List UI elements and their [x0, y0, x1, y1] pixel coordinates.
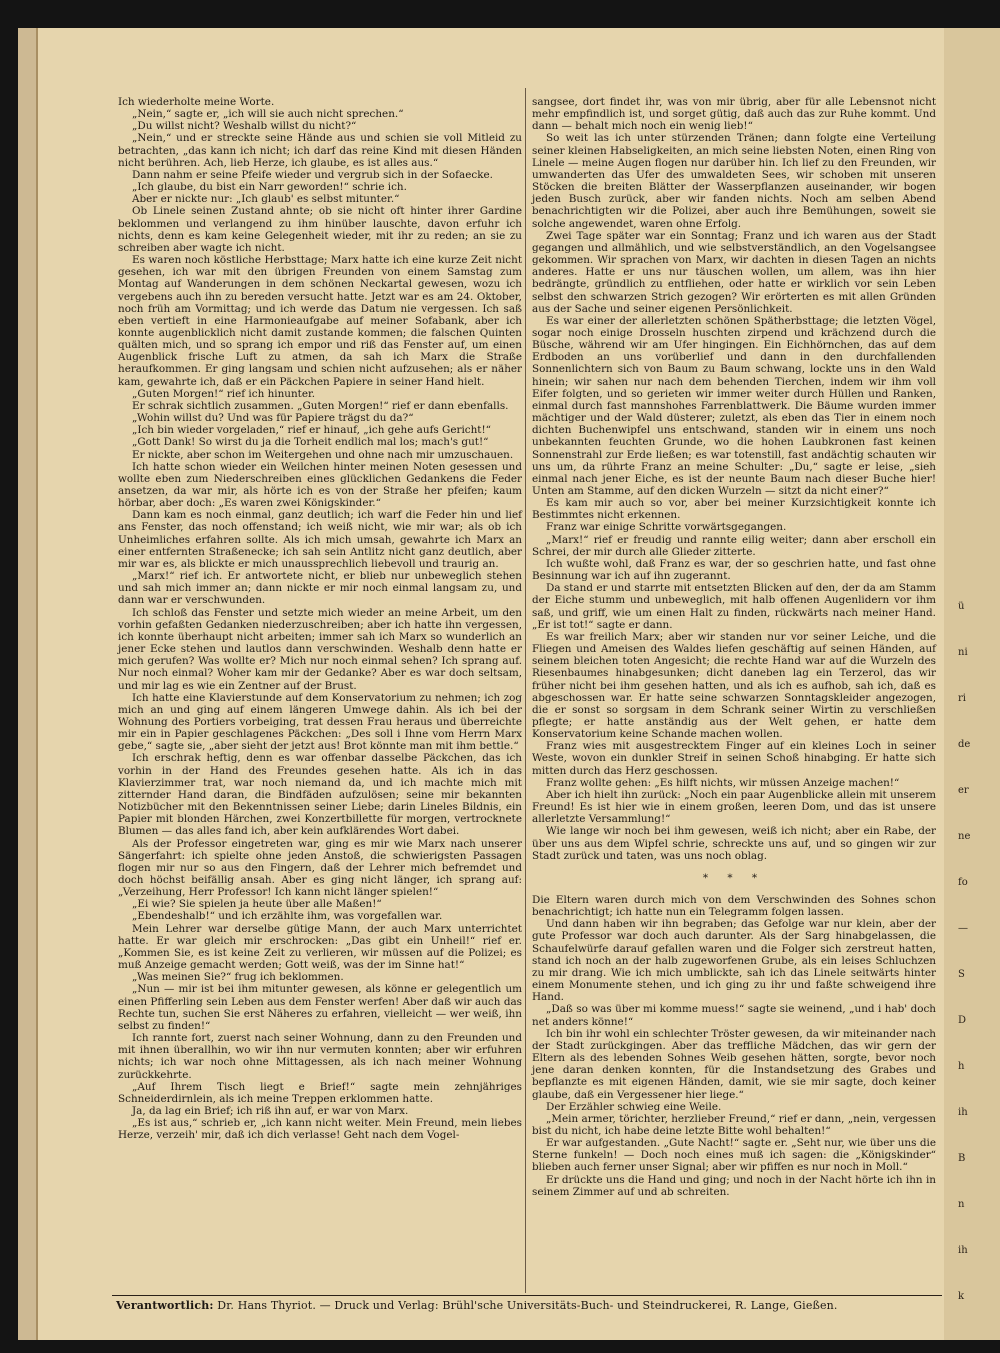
paragraph: „Marx!“ rief ich. Er antwortete nicht, er blieb nur unbeweglich stehen und sah mich immer an; dann nickte er mir noch einmal langsam zu, und dann war er verschwunden.: [118, 570, 522, 607]
paragraph: Ich schloß das Fenster und setzte mich wieder an meine Arbeit, um den vorhin gefaßten Gedanken niederzuschreiben; aber ich hatte ihn vergessen, ich konnte überhaupt nicht arbeiten; immer sah ich Marx so wunderlich an jener Ecke stehen und lautlos dann verschwinden. Weshalb denn hatte er mich gerufen? Was wollte er? Mich nur noch einmal sehen? Ich sprang auf. Nur noch einmal? Woher kam mir der Gedanke? Aber es war doch seltsam, und mir lag es wie ein Zentner auf der Brust.: [118, 606, 522, 692]
edge-fragment: ri: [958, 693, 966, 704]
paragraph: Wie lange wir noch bei ihm gewesen, weiß ich nicht; aber ein Rabe, der über uns aus dem Wipfel schrie, schreckte uns auf, und so gingen wir zur Stadt zurück und taten, was uns noch oblag.: [532, 825, 936, 862]
paragraph: „Ei wie? Sie spielen ja heute über alle Maßen!“: [132, 898, 382, 911]
paragraph: Ich rannte fort, zuerst nach seiner Wohnung, dann zu den Freunden und mit ihnen überallhin, wo wir ihn nur vermuten konnten; aber wir erfuhren nichts; ich war noch ohne Mittagessen, als ich nach meiner Wohnung zurückkehrte.: [118, 1032, 522, 1081]
adjacent-page-edge: [944, 28, 1000, 1340]
paragraph: Er war aufgestanden. „Gute Nacht!“ sagte er. „Seht nur, wie über uns die Sterne funkeln! — Doch noch eines muß ich sagen: die „Königskinder“ blieben auch ferner unser Signal; aber wir pfiffen es nur noch in Moll.“: [532, 1137, 936, 1174]
paragraph: Ich wußte wohl, daß Franz es war, der so geschrien hatte, und fast ohne Besinnung war ich auf ihn zugerannt.: [532, 557, 936, 583]
paragraph: „Es ist aus,“ schrieb er, „ich kann nicht weiter. Mein Freund, mein liebes Herze, verzeih' mir, daß ich dich verlasse! Geht nach dem Vogel-: [118, 1117, 522, 1142]
paragraph: Die Eltern waren durch mich von dem Verschwinden des Sohnes schon benachrichtigt; ich hatte nun ein Telegramm folgen lassen.: [532, 894, 936, 919]
paragraph: Es war freilich Marx; aber wir standen nur vor seiner Leiche, und die Fliegen und Ameisen des Waldes liefen geschäftig auf seinen Händen, auf seinem bleichen toten Angesicht; die rechte Hand war auf die Wurzeln des Riesenbaumes hinabgesunken; dicht daneben lag ein Terzerol, das wir früher nicht bei ihm gesehen hatten, und als ich es aufhob, sah ich, daß es abgeschossen war. Er hatte seine schwarzen Sonntagskleider angezogen, die er sonst so sorgsam in dem Schrank seiner Wirtin zu verschließen pflegte; er hatte anständig aus der Welt gehen, er hatte dem Konservatorium keine Schande machen wollen.: [532, 630, 936, 741]
edge-fragment: D: [958, 1015, 967, 1026]
paragraph: „Wohin willst du? Und was für Papiere trägst du da?“: [132, 412, 414, 425]
page-binding: [18, 28, 38, 1340]
edge-fragment: ni: [958, 647, 968, 658]
paragraph: Ich wiederholte meine Worte.: [118, 96, 275, 108]
right-column-section-a: [532, 96, 936, 862]
section-separator: * * *: [702, 871, 766, 884]
paragraph: „Nun — mir ist bei ihm mitunter gewesen, als könne er gelegentlich um einen Pfifferling sein Leben aus dem Fenster werfen! Aber daß wir auch das Rechte tun, suchen Sie erst Näheres zu erfahren, vielleicht — wer weiß, ihn selbst zu finden!“: [118, 983, 522, 1032]
paragraph: Er drückte uns die Hand und ging; und noch in der Nacht hörte ich ihn in seinem Zimmer auf und ab schreiten.: [532, 1173, 936, 1198]
paragraph: „Ich glaube, du bist ein Narr geworden!“ schrie ich.: [132, 181, 407, 194]
paragraph: sangsee, dort findet ihr, was von mir übrig, aber für alle Lebensnot nicht mehr empfindlich ist, und sorget gütig, daß auch das zur Ruhe kommt. Und dann — behalt mich noch ein wenig lieb!“: [532, 96, 936, 133]
paragraph: „Nein,“ sagte er, „ich will sie auch nicht sprechen.“: [132, 108, 404, 121]
paragraph: „Marx!“ rief er freudig und rannte eilig weiter; dann aber erscholl ein Schrei, der mir durch alle Glieder zitterte.: [532, 533, 936, 558]
edge-fragment: S: [958, 969, 965, 980]
text-column-left: [118, 96, 522, 1141]
edge-fragment: k: [958, 1291, 965, 1302]
paragraph: „Nein,“ und er streckte seine Hände aus und schien sie voll Mitleid zu betrachten, „das kann ich nicht; ich darf das reine Kind mit diesen Händen nicht berühren. Ach, lieb Herze, ich glaube, es ist alles aus.“: [118, 132, 522, 169]
paragraph: „Ich bin wieder vorgeladen,“ rief er hinauf, „ich gehe aufs Gericht!“: [132, 424, 491, 437]
paragraph: Ich hatte eine Klavierstunde auf dem Konservatorium zu nehmen; ich zog mich an und ging auf einem längeren Umwege dahin. Als ich bei der Wohnung des Portiers vorbeiging, trat dessen Frau heraus und überreichte mir ein in Papier geschlagenes Päckchen: „Des soll i Ihne vom Herrn Marx gebe,“ sagte sie, „aber sieht der jetzt aus! Brot könnte man mit ihm bettle.“: [118, 691, 522, 753]
paragraph: Der Erzähler schwieg eine Weile.: [546, 1100, 722, 1113]
paragraph: Ja, da lag ein Brief; ich riß ihn auf, er war von Marx.: [132, 1104, 409, 1117]
paragraph: „Gott Dank! So wirst du ja die Torheit endlich mal los; mach's gut!“: [132, 436, 489, 449]
right-column-section-b: [532, 894, 936, 1198]
edge-fragment: ih: [958, 1245, 968, 1256]
paragraph: Mein Lehrer war derselbe gütige Mann, der auch Marx unterrichtet hatte. Er war gleich mir erschrocken: „Das gibt ein Unheil!“ rief er. „Kommen Sie, es ist keine Zeit zu verlieren, wir müssen auf die Polizei; es muß Anzeige gemacht werden; Gott weiß, was der im Sinne hat!“: [118, 922, 522, 972]
paragraph: Da stand er und starrte mit entsetzten Blicken auf den, der da am Stamm der Eiche stumm und unbeweglich, mit halb offenen Augenlidern vor ihm saß, und griff, wie um einen Halt zu finden, rückwärts nach meiner Hand. „Er ist tot!“ sagte er dann.: [532, 582, 936, 631]
paragraph: Ob Linele seinen Zustand ahnte; ob sie nicht oft hinter ihrer Gardine beklommen und verlangend zu ihm hinüber lauschte, davon erfuhr ich nichts, denn es kam keine Gelegenheit wieder, mit ihr zu reden; an sie zu schreiben aber wagte ich nicht.: [118, 205, 522, 254]
edge-fragment: n: [958, 1199, 965, 1210]
paragraph: Ich hatte schon wieder ein Weilchen hinter meinen Noten gesessen und wollte eben zum Niederschreiben eines glücklichen Gedankens die Feder ansetzen, da war mir, als hörte ich es von der Straße her pfeifen; kaum hörbar, aber doch: „Es waren zwei Königskinder.“: [118, 460, 522, 510]
edge-fragment: ne: [958, 831, 971, 842]
imprint-label: Verantwortlich:: [116, 1299, 214, 1312]
paragraph: Franz wollte gehen: „Es hilft nichts, wir müssen Anzeige machen!“: [546, 776, 900, 789]
imprint-footer: [116, 1299, 946, 1313]
edge-fragment: fo: [958, 877, 968, 888]
paragraph: Es war einer der allerletzten schönen Spätherbsttage; die letzten Vögel, sogar noch einige Drosseln huschten zirpend und krächzend durch die Büsche, während wir am Ufer hingingen. Ein Eichhörnchen, das auf dem Erdboden an uns vorüberlief und dann in den durchfallenden Sonnenlichtern sich von Baum zu Baum schwang, lockte uns in den Wald hinein; wir sahen nur nach dem behenden Tierchen, indem wir ihm voll Eifer folgten, und so gerieten wir immer weiter durch Hüllen und Ranken, einmal durch fast mannshohes Farrenblattwerk. Die Bäume wurden immer mächtiger und der Wald düsterer; zuletzt, als eben das Tier in einem noch dichten Buchenwipfel uns entschwand, standen wir in einem uns noch unbekannten feuchten Grunde, wo die hohen Laubkronen fast keinen Sonnenstrahl zur Erde ließen; es war totenstill, fast andächtig schauten wir uns um, da rührte Franz an meine Schulter: „Du,“ sagte er leise, „sieh einmal nach jener Eiche, es ist der neunte Baum nach dieser Buche hier! Unten am Stamme, auf den dicken Wurzeln — sitzt da nicht einer?“: [532, 314, 936, 497]
paragraph: Zwei Tage später war ein Sonntag; Franz und ich waren aus der Stadt gegangen und allmählich, und wie selbstverständlich, an den Vogelsangsee gekommen. Wir sprachen von Marx, wir dachten in diesen Tagen an nichts anderes. Hatte er uns nur täuschen wollen, um allem, was ihn hier bedrängte, gründlich zu entfliehen, oder hatte er wirklich vor sein Leben selbst den schwarzen Strich gezogen? Wir erörterten es mit allen Gründen aus der Sache und seiner eigenen Persönlichkeit.: [532, 229, 936, 315]
edge-fragment: de: [958, 739, 971, 750]
paragraph: „Du willst nicht? Weshalb willst du nicht?“: [132, 120, 357, 133]
paragraph: Es kam mir auch so vor, aber bei meiner Kurzsichtigkeit konnte ich Bestimmtes nicht erkennen.: [532, 497, 936, 522]
edge-fragment: —: [958, 923, 968, 934]
paragraph: Franz wies mit ausgestrecktem Finger auf ein kleines Loch in seiner Weste, wovon ein dunkler Streif in seinen Schoß hinabging. Er hatte sich mitten durch das Herz geschossen.: [532, 740, 936, 777]
edge-fragment: B: [958, 1153, 966, 1164]
paragraph: „Daß so was über mi komme muess!“ sagte sie weinend, „und i hab' doch net anders könne!“: [532, 1003, 936, 1028]
paragraph: Als der Professor eingetreten war, ging es mir wie Marx nach unserer Sängerfahrt: ich spielte ohne jeden Anstoß, die schwierigsten Passagen flogen mir nur so aus den Fingern, daß der Lehrer mich befremdet und doch höchst beifällig ansah. Aber es ging nicht länger, ich sprang auf: „Verzeihung, Herr Professor! Ich kann nicht länger spielen!“: [118, 837, 522, 899]
column-divider: [525, 88, 526, 1293]
paragraph: Es waren noch köstliche Herbsttage; Marx hatte ich eine kurze Zeit nicht gesehen, ich war mit den übrigen Freunden von einem Samstag zum Montag auf Wanderungen in dem schönen Neckartal gewesen, wozu ich vergebens auch ihn zu bereden versucht hatte. Jetzt war es am 24. Oktober, noch früh am Vormittag; und ich werde das Datum nie vergessen. Ich saß eben vertieft in eine Harmonieaufgabe auf meiner Sofabank, aber ich konnte augenblicklich nicht damit zustande kommen; die falschen Quinten quälten mich, und so sprang ich empor und riß das Fenster auf, um einen Augenblick frische Luft zu atmen, da sah ich Marx die Straße heraufkommen. Er ging langsam und schien nicht aufzusehen; als er näher kam, gewahrte ich, daß er ein Päckchen Papiere in seiner Hand hielt.: [118, 254, 522, 388]
paragraph: Ich bin ihr wohl ein schlechter Tröster gewesen, da wir miteinander nach der Stadt zurückgingen. Aber das treffliche Mädchen, das wir gern der Eltern als des lebenden Sohnes Weib gesehen hätten, sorgte, bevor noch jene daran denken konnten, für die Instandsetzung des Grabes und bepflanzte es mit eigenen Händen, damit, wie sie mir sagte, doch keiner glaube, daß ein Vergessener hier liege.“: [532, 1027, 936, 1101]
paragraph: „Was meinen Sie?“ frug ich beklommen.: [132, 971, 344, 984]
paragraph: „Guten Morgen!“ rief ich hinunter.: [132, 387, 316, 400]
paragraph: Dann nahm er seine Pfeife wieder und vergrub sich in der Sofaecke.: [132, 168, 493, 181]
paragraph: „Mein armer, törichter, herzlieber Freund,“ rief er dann, „nein, vergessen bist du nicht, ich habe deine letzte Bitte wohl behalten!“: [532, 1112, 936, 1137]
footer-rule: [112, 1295, 942, 1296]
edge-fragment: ü: [958, 601, 965, 612]
paragraph: „Ebendeshalb!“ und ich erzählte ihm, was vorgefallen war.: [132, 910, 443, 923]
paragraph: Er nickte, aber schon im Weitergehen und ohne nach mir umzuschauen.: [132, 448, 514, 461]
paragraph: Aber ich hielt ihn zurück: „Noch ein paar Augenblicke allein mit unserem Freund! Es ist hier wie in einem großen, leeren Dom, und das ist unsere allerletzte Versammlung!“: [532, 788, 936, 826]
imprint-text: Dr. Hans Thyriot. — Druck und Verlag: Brühl'sche Universitäts-Buch- und Steindruckerei, R. Lange, Gießen.: [217, 1299, 838, 1312]
paragraph: Dann kam es noch einmal, ganz deutlich; ich warf die Feder hin und lief ans Fenster, das noch offenstand; ich weiß nicht, wie mir war; als ob ich Unheimliches erfahren sollte. Als ich mich umsah, gewahrte ich Marx an einer entfernten Straßenecke; ich sah sein Antlitz nicht ganz deutlich, aber mir war es, als blickte er mich unaussprechlich liebevoll und traurig an.: [118, 509, 522, 570]
paragraph: Aber er nickte nur: „Ich glaub' es selbst mitunter.“: [132, 193, 400, 206]
text-column-right: [532, 96, 936, 1198]
edge-fragment: h: [958, 1061, 965, 1072]
paragraph: „Auf Ihrem Tisch liegt e Brief!“ sagte mein zehnjähriges Schneiderdirnlein, als ich meine Treppen erklommen hatte.: [118, 1080, 522, 1105]
paragraph: Und dann haben wir ihn begraben; das Gefolge war nur klein, aber der gute Professor war doch auch darunter. Als der Sarg hinabgelassen, die Schaufelwürfe darauf gefallen waren und die Folger sich zerstreut hatten, stand ich noch an der halb zugeworfenen Grube, als ein leises Schluchzen zu mir drang. Wie ich mich umblickte, sah ich das Linele seitwärts hinter einem Monumente stehen, und ich ging zu ihr und faßte schweigend ihre Hand.: [532, 918, 936, 1004]
paragraph: Er schrak sichtlich zusammen. „Guten Morgen!“ rief er dann ebenfalls.: [132, 399, 509, 412]
paragraph: Ich erschrak heftig, denn es war offenbar dasselbe Päckchen, das ich vorhin in der Hand des Freundes gesehen hatte. Als ich in das Klavierzimmer trat, war noch niemand da, und ich machte mich mit zitternder Hand daran, die Bindfäden aufzulösen; seine mir bekannten Notizbücher mit den Bekenntnissen seiner Liebe; darin Lineles Bildnis, ein Papier mit blonden Härchen, zwei Konzertbillette für morgen, vertrocknete Blumen — das alles fand ich, aber kein aufklärendes Wort dabei.: [118, 752, 522, 838]
paragraph: So weit las ich unter stürzenden Tränen; dann folgte eine Verteilung seiner kleinen Habseligkeiten, an mich seine liebsten Noten, einen Ring von Linele — meine Augen flogen nur darüber hin. Ich lief zu den Freunden, wir umwanderten das Ufer des umwaldeten Sees, wir schoben mit unseren Stöcken die breiten Blätter der Wasserpflanzen auseinander, wir bogen jeden Busch zurück, aber wir fanden nichts. Noch am selben Abend benachrichtigten wir die Polizei, aber auch ihre Bemühungen, soweit sie solche angewendet, waren ohne Erfolg.: [532, 132, 936, 230]
edge-fragment: ih: [958, 1107, 968, 1118]
edge-fragment: er: [958, 785, 969, 796]
paragraph: Franz war einige Schritte vorwärtsgegangen.: [546, 521, 787, 534]
